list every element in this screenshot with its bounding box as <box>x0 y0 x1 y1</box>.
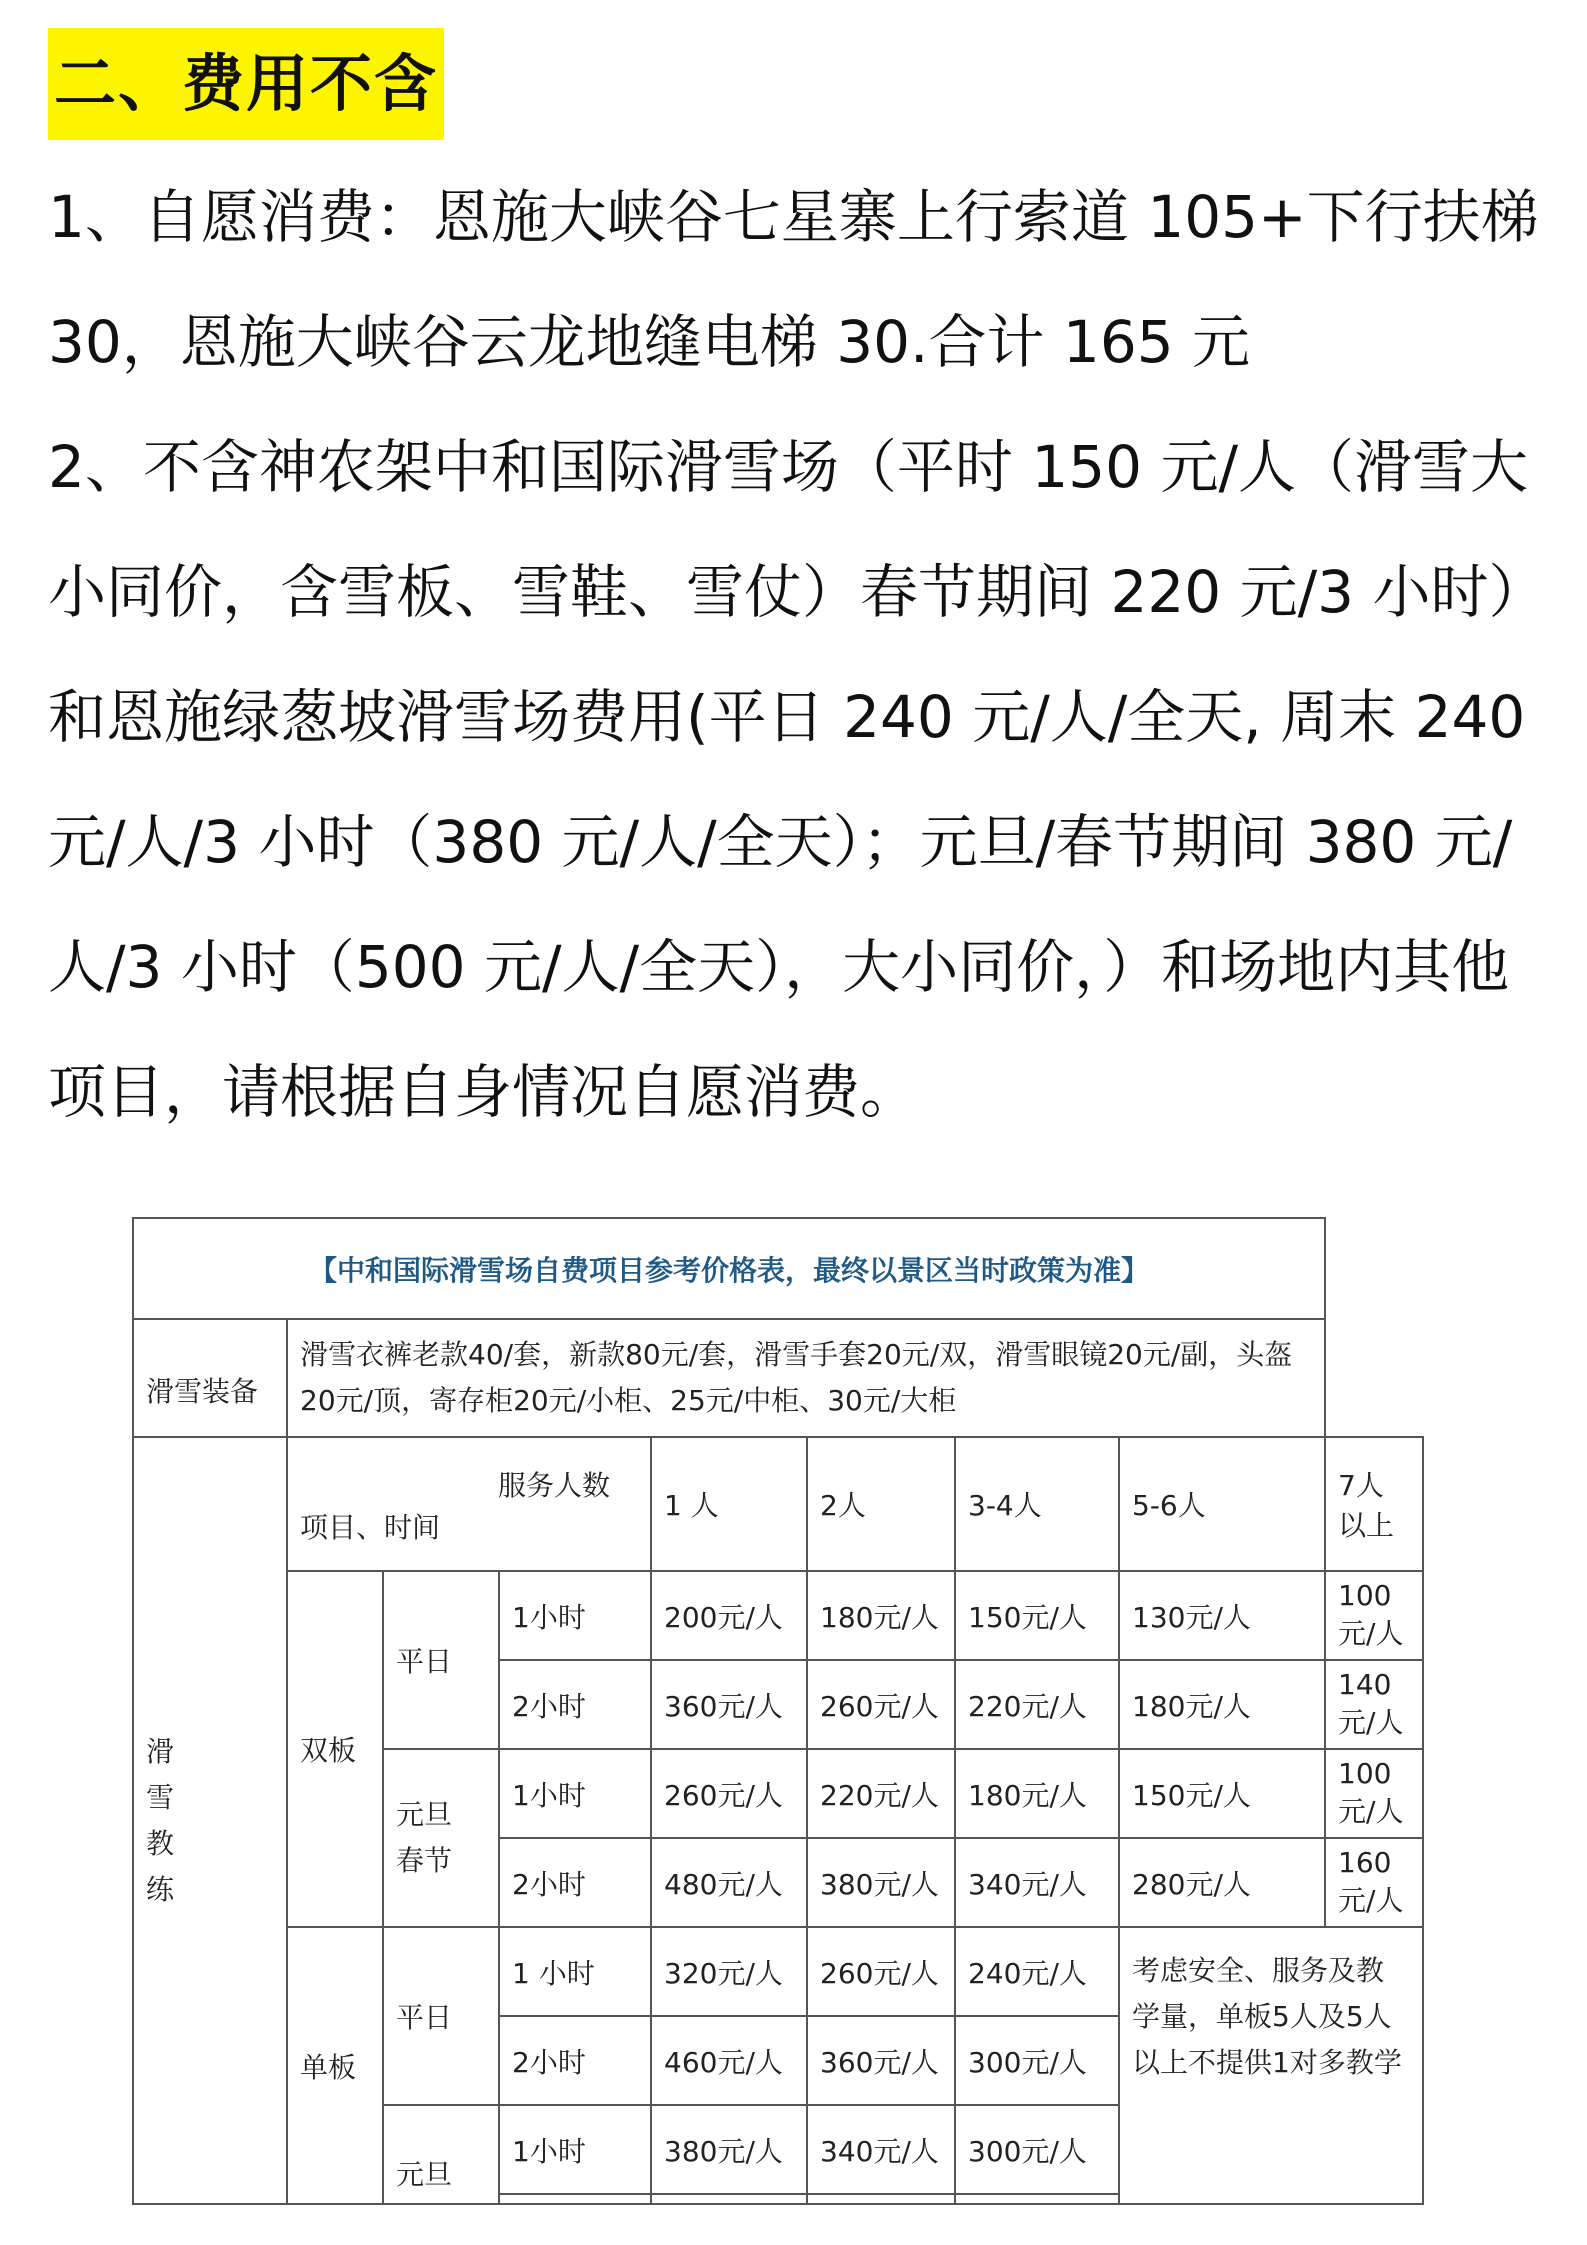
time-cell: 2小时 <box>499 1838 651 1927</box>
coach-label-text: 滑雪教练 <box>146 1734 175 1906</box>
price-cell: 380元/人 <box>807 1838 955 1927</box>
price-cell: 130元/人 <box>1119 1571 1325 1660</box>
header-service-count: 服务人数 <box>497 1469 610 1502</box>
col-header: 5-6人 <box>1119 1437 1325 1571</box>
price-cell: 360元/人 <box>807 2016 955 2105</box>
price-cell: 180元/人 <box>955 1749 1119 1838</box>
col-header: 3-4人 <box>955 1437 1119 1571</box>
price-cell: 340元/人 <box>807 2105 955 2194</box>
col-header: 2人 <box>807 1437 955 1571</box>
price-cell: 260元/人 <box>807 1927 955 2016</box>
empty-cell <box>807 2194 955 2204</box>
table-title: 【中和国际滑雪场自费项目参考价格表，最终以景区当时政策为准】 <box>133 1218 1325 1319</box>
price-cell: 380元/人 <box>651 2105 807 2194</box>
price-cell: 150元/人 <box>955 1571 1119 1660</box>
time-cell: 1小时 <box>499 2105 651 2194</box>
header-item-time: 项目、时间 <box>300 1511 441 1544</box>
price-cell: 180元/人 <box>1119 1660 1325 1749</box>
price-cell: 180元/人 <box>807 1571 955 1660</box>
empty-cell <box>955 2194 1119 2204</box>
ski-price-table <box>132 1217 1424 2205</box>
price-cell: 100元/人 <box>1325 1571 1423 1660</box>
double-weekday-label: 平日 <box>383 1571 499 1749</box>
price-cell: 360元/人 <box>651 1660 807 1749</box>
empty-cell <box>651 2194 807 2204</box>
double-board-label: 双板 <box>287 1571 383 1927</box>
price-cell: 160元/人 <box>1325 1838 1423 1927</box>
price-cell: 320元/人 <box>651 1927 807 2016</box>
price-cell: 200元/人 <box>651 1571 807 1660</box>
single-holiday-label: 元旦 <box>383 2105 499 2204</box>
price-cell: 260元/人 <box>807 1660 955 1749</box>
price-cell: 260元/人 <box>651 1749 807 1838</box>
section-heading: 二、费用不含 <box>48 28 444 140</box>
double-holiday-text: 元旦春节 <box>396 1798 453 1877</box>
table-row <box>133 1927 1423 2016</box>
price-cell: 100元/人 <box>1325 1749 1423 1838</box>
price-cell: 300元/人 <box>955 2016 1119 2105</box>
price-cell: 140元/人 <box>1325 1660 1423 1749</box>
time-cell: 1小时 <box>499 1571 651 1660</box>
price-cell: 220元/人 <box>955 1660 1119 1749</box>
price-cell: 340元/人 <box>955 1838 1119 1927</box>
time-cell: 1小时 <box>499 1749 651 1838</box>
single-board-note: 考虑安全、服务及教学量，单板5人及5人以上不提供1对多教学 <box>1119 1927 1423 2204</box>
price-cell: 240元/人 <box>955 1927 1119 2016</box>
time-cell: 2小时 <box>499 2016 651 2105</box>
time-cell: 2小时 <box>499 1660 651 1749</box>
double-holiday-label <box>383 1749 499 1927</box>
single-board-label: 单板 <box>287 1927 383 2204</box>
single-weekday-label: 平日 <box>383 1927 499 2105</box>
col-header: 1 人 <box>651 1437 807 1571</box>
paragraph-ski-excluded: 2、不含神农架中和国际滑雪场（平时 150 元/人（滑雪大小同价，含雪板、雪鞋、雪仗）春节期间 220 元/3 小时）和恩施绿葱坡滑雪场费用(平日 240 元/人/全天, 周末 240 元/人/3 小时（380 元/人/全天）；元旦/春节期间 380 元/人/3 小时（500 元/人/全天），大小同价，）和场地内其他项目，请根据自身情况自愿消费。 <box>48 433 1547 1126</box>
price-cell: 280元/人 <box>1119 1838 1325 1927</box>
price-cell: 300元/人 <box>955 2105 1119 2194</box>
price-cell: 220元/人 <box>807 1749 955 1838</box>
price-cell: 150元/人 <box>1119 1749 1325 1838</box>
price-cell: 460元/人 <box>651 2016 807 2105</box>
table-row <box>133 1571 1423 1660</box>
paragraph-self-pay: 1、自愿消费：恩施大峡谷七星寨上行索道 105+下行扶梯 30，恩施大峡谷云龙地缝电梯 30.合计 165 元 <box>48 183 1539 376</box>
time-cell: 1 小时 <box>499 1927 651 2016</box>
equipment-label: 滑雪装备 <box>133 1319 287 1437</box>
col-header: 7人以上 <box>1325 1437 1423 1571</box>
coach-label <box>133 1437 287 2204</box>
price-cell: 480元/人 <box>651 1838 807 1927</box>
empty-cell <box>499 2194 651 2204</box>
equipment-text: 滑雪衣裤老款40/套，新款80元/套，滑雪手套20元/双，滑雪眼镜20元/副，头盔20元/顶，寄存柜20元/小柜、25元/中柜、30元/大柜 <box>287 1319 1325 1437</box>
header-diagonal-cell <box>287 1437 651 1571</box>
